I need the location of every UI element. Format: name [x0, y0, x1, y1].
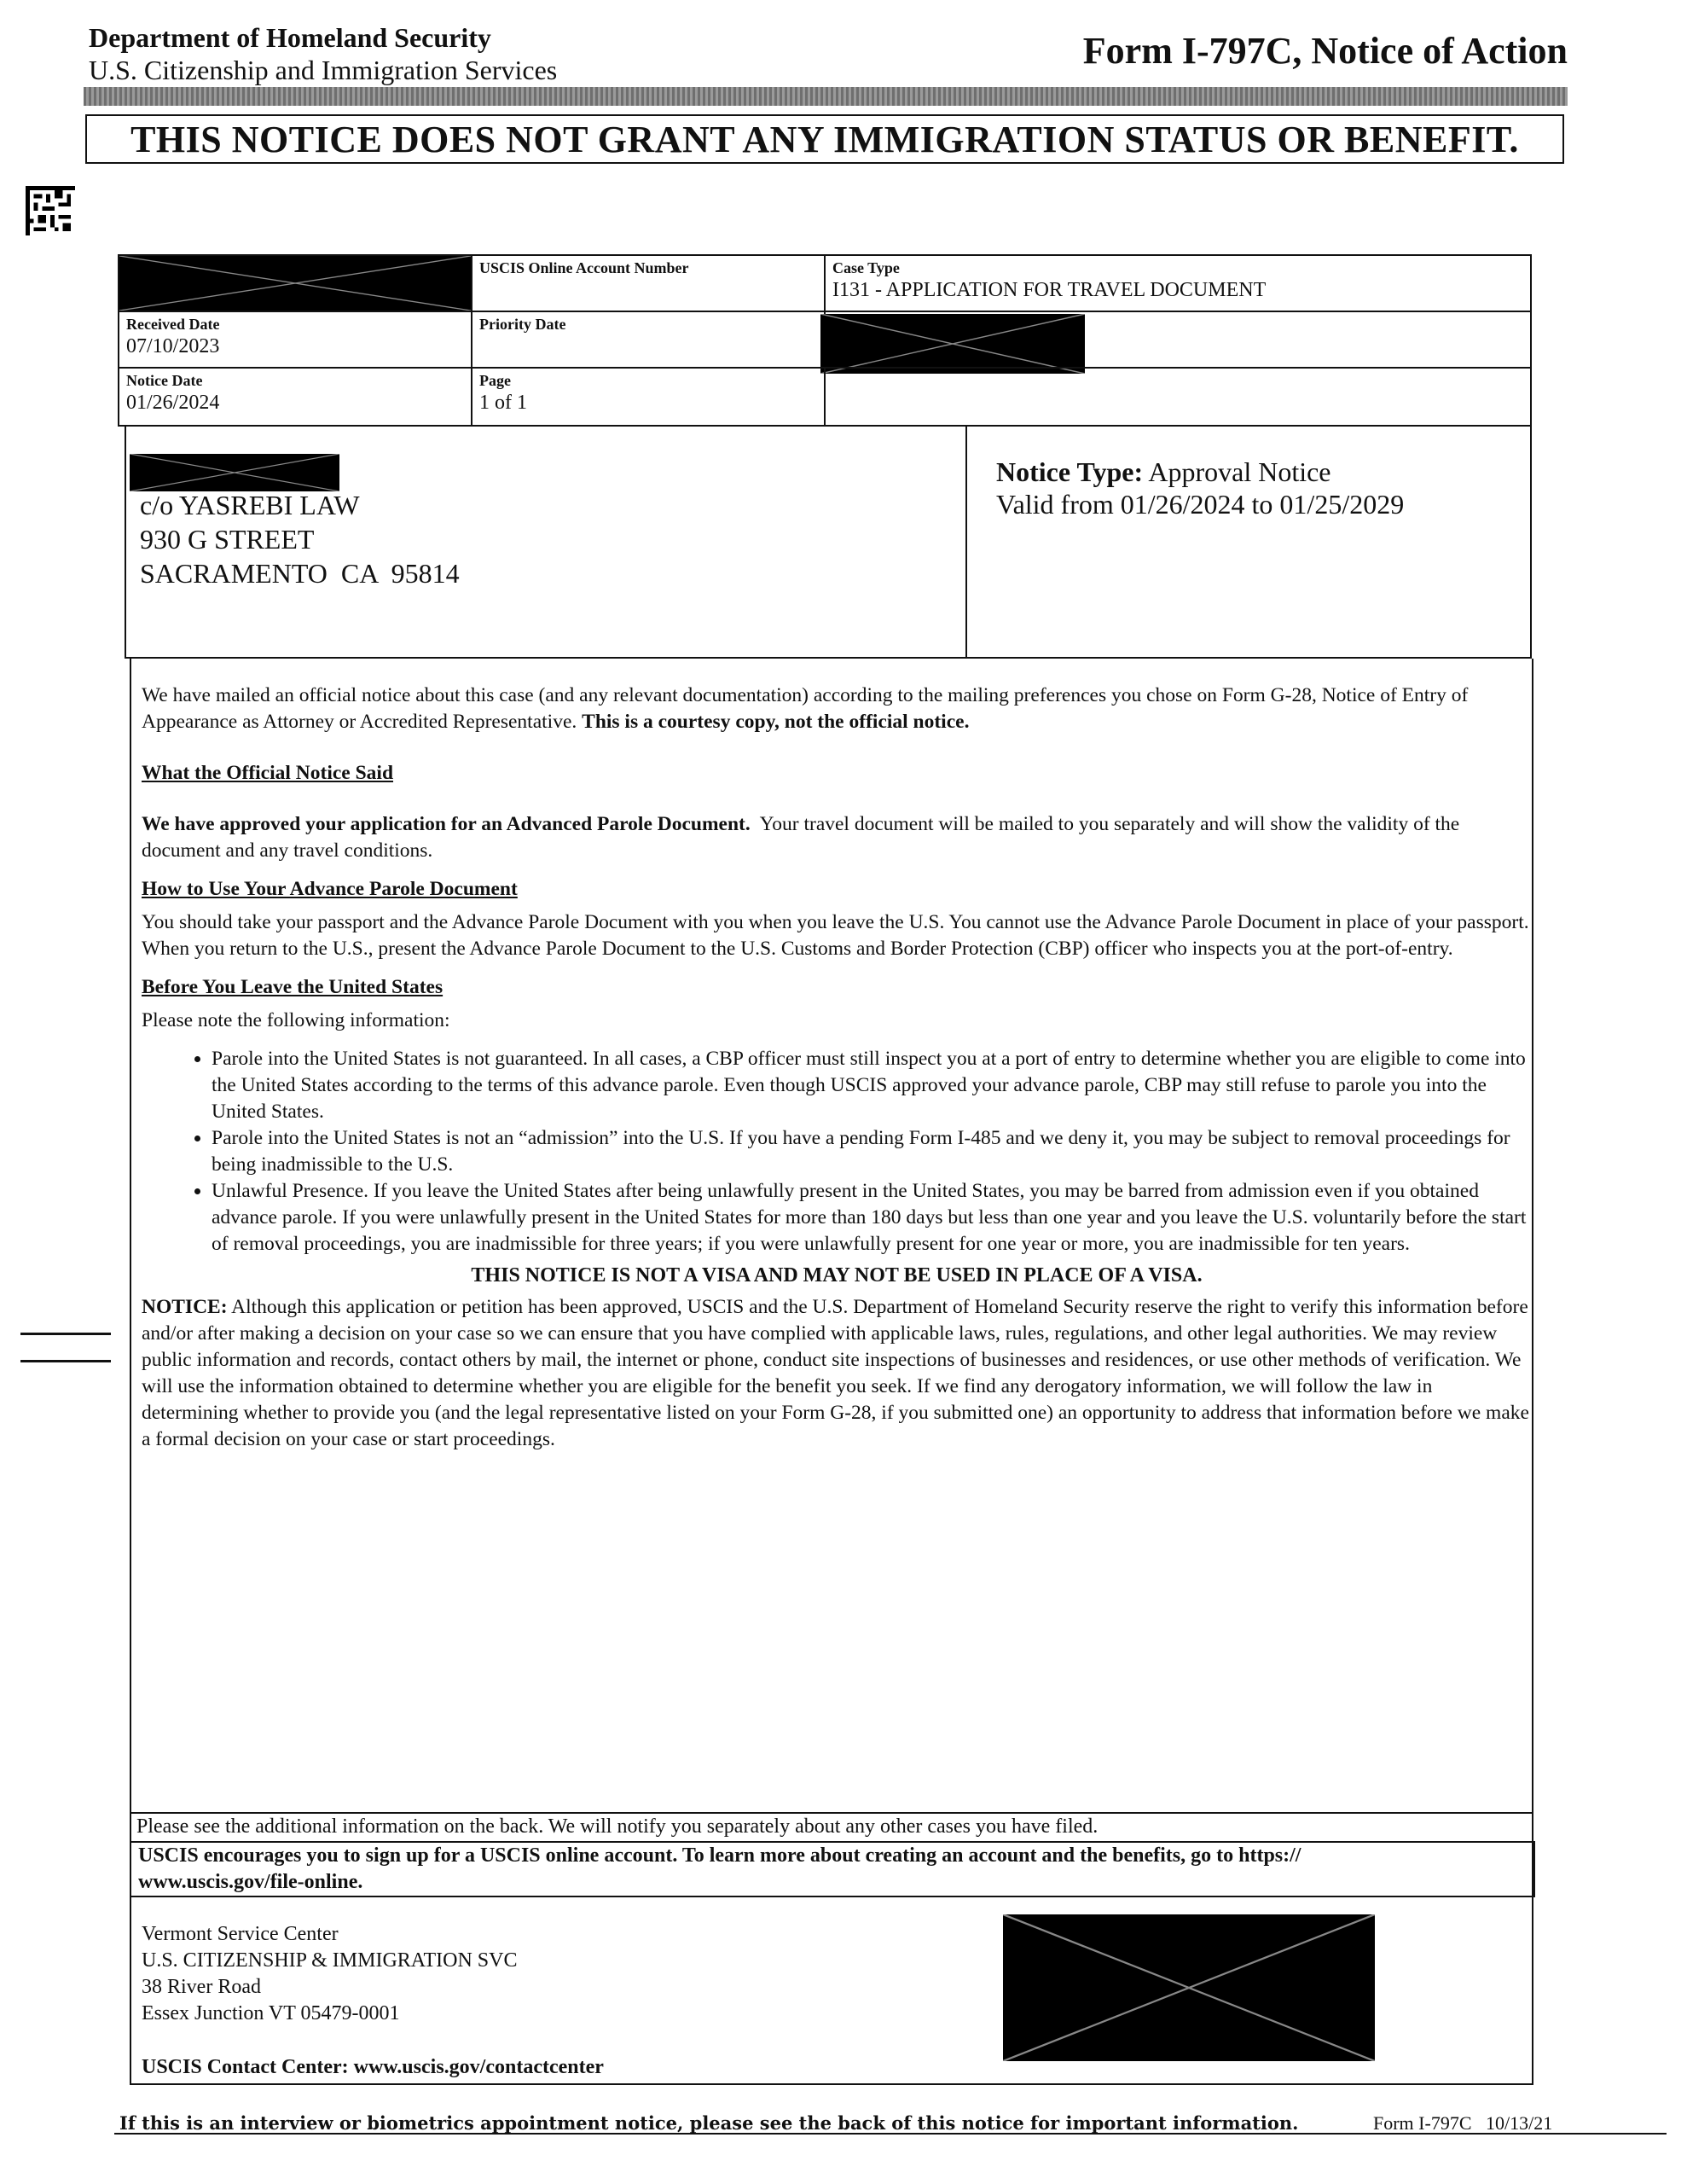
- notice-type-label: Notice Type:: [996, 456, 1144, 487]
- notice-label: NOTICE:: [142, 1296, 228, 1318]
- online-account-label: USCIS Online Account Number: [479, 259, 689, 276]
- online-account-text: USCIS encourages you to sign up for a USCIS online account. To learn more about creating an account and the benefits, go to https:// www.uscis.gov/file-online.: [138, 1844, 1301, 1893]
- priority-date-label: Priority Date: [479, 316, 566, 333]
- service-center-address: [142, 1921, 517, 2027]
- notice-body: [142, 682, 1532, 1478]
- online-account-box: [130, 1841, 1535, 1897]
- redacted-receipt-number: [119, 256, 471, 311]
- approval-details: Your travel document will be mailed to you separately and will show the validity of the document and any travel conditions.: [142, 813, 1460, 862]
- list-item: • Parole into the United States is not guaranteed. In all cases, a CBP officer must still inspect you at a port of entry to determine whether you are eligible to come into the United States according to the terms of this advance parole. Even though USCIS approved your advance parole, CBP may still refuse to parole you into the United States.: [212, 1046, 1532, 1125]
- notice-text: Although this application or petition has been approved, USCIS and the U.S. Department of Homeland Security reserve the right to verify this information before and/or after making a decision on your case so we can ensure that you have complied with applicable laws, rules, regulations, and other legal authorities. We may review public information and records, contact others by mail, the internet or phone, conduct site inspections of businesses and residences, or use other methods of verification. We will use the information obtained to determine whether you are eligible for the benefit you seek. If we find any derogatory information, we will follow the law in determining whether to provide you (and the legal representative listed on your Form G-28, if you submitted one) an opportunity to address that information before we make a formal decision on your case or start proceedings.: [142, 1296, 1529, 1450]
- header-divider-bar: [84, 87, 1568, 106]
- approval-paragraph: [142, 811, 1532, 864]
- received-date-cell: [118, 311, 472, 369]
- list-item: • Unlawful Presence. If you leave the United States after being unlawfully present in the United States, you may be barred from admission even if you obtained advance parole. If you were unlawfully present in the United States for more than 180 days but less than one year and you leave the U.S. voluntarily before the start of removal proceedings, you are inadmissible for three years; if you were unlawfully present for one year or more, you are inadmissible for ten years.: [212, 1178, 1532, 1258]
- online-account-cell: [471, 254, 826, 312]
- notice-type-value: Approval Notice: [1148, 456, 1331, 487]
- page-cell: [471, 367, 826, 427]
- service-center-line: 38 River Road: [142, 1976, 261, 1998]
- form-code: Form I-797C 10/13/21: [1373, 2112, 1553, 2134]
- service-center-line: Vermont Service Center: [142, 1923, 339, 1945]
- notice-date-cell: [118, 367, 472, 427]
- case-type-value: I131 - APPLICATION FOR TRAVEL DOCUMENT: [832, 279, 1267, 301]
- blank-cell-r3: [824, 367, 1532, 427]
- list-item: • Parole into the United States is not an “admission” into the U.S. If you have a pending Form I-485 and we deny it, you may be subject to removal proceedings for being inadmissible to the U.S.: [212, 1125, 1532, 1178]
- mailing-address: [140, 488, 460, 590]
- case-type-label: Case Type: [832, 259, 900, 276]
- service-center-line: Essex Junction VT 05479-0001: [142, 2002, 400, 2024]
- redacted-recipient-name: [130, 454, 339, 491]
- body-frame-bottom: [130, 2083, 1533, 2085]
- margin-mark: [20, 1360, 111, 1362]
- validity-period: Valid from 01/26/2024 to 01/25/2029: [996, 489, 1405, 520]
- address-line-3: SACRAMENTO CA 95814: [140, 558, 460, 589]
- barcode-icon: [26, 186, 75, 235]
- courtesy-copy-note: This is a courtesy copy, not the official notice.: [582, 711, 970, 733]
- case-type-cell: [824, 254, 1532, 312]
- service-center-line: U.S. CITIZENSHIP & IMMIGRATION SVC: [142, 1949, 518, 1972]
- notice-type-block: [996, 456, 1404, 520]
- appointment-note: If this is an interview or biometrics appointment notice, please see the back of this notice for important information.: [119, 2112, 1299, 2134]
- not-a-visa-warning: THIS NOTICE IS NOT A VISA AND MAY NOT BE USED IN PLACE OF A VISA.: [471, 1264, 1203, 1287]
- form-title: Form I-797C, Notice of Action: [1082, 30, 1568, 72]
- address-line-1: c/o YASREBI LAW: [140, 490, 360, 520]
- intro-text: We have mailed an official notice about this case (and any relevant documentation) according to the mailing preferences you chose on Form G-28, Notice of Entry of Appearance as Attorney or Accredited Representative.: [142, 684, 1469, 733]
- received-date-value: 07/10/2023: [126, 335, 220, 357]
- address-notice-divider: [965, 425, 967, 659]
- additional-info-text: Please see the additional information on the back. We will notify you separately about any other cases you have filed.: [136, 1815, 1099, 1838]
- how-to-paragraph: You should take your passport and the Advance Parole Document with you when you leave the U.S. You cannot use the Advance Parole Document in place of your passport. When you return to the U.S., present the Advance Parole Document to the U.S. Customs and Border Protection (CBP) officer who inspects you at the port-of-entry.: [142, 911, 1529, 960]
- contact-center: USCIS Contact Center: www.uscis.gov/contactcenter: [142, 2056, 604, 2078]
- department-name: Department of Homeland Security: [89, 22, 491, 53]
- status-banner: THIS NOTICE DOES NOT GRANT ANY IMMIGRATION STATUS OR BENEFIT.: [85, 114, 1564, 164]
- address-line-2: 930 G STREET: [140, 524, 315, 555]
- margin-mark: [20, 1333, 111, 1335]
- heading-official-notice: What the Official Notice Said: [142, 762, 394, 784]
- agency-name: U.S. Citizenship and Immigration Services: [89, 55, 558, 85]
- notice-date-value: 01/26/2024: [126, 392, 220, 414]
- travel-info-list: [142, 1046, 1532, 1258]
- priority-date-cell: [471, 311, 826, 369]
- page-label: Page: [479, 372, 511, 389]
- please-note: Please note the following information:: [142, 1009, 450, 1031]
- heading-before-you-leave: Before You Leave the United States: [142, 976, 443, 998]
- notice-date-label: Notice Date: [126, 372, 203, 389]
- intro-paragraph: [142, 682, 1532, 735]
- approval-statement: We have approved your application for an Advanced Parole Document.: [142, 813, 751, 835]
- page-value: 1 of 1: [479, 392, 527, 414]
- verification-notice: [142, 1294, 1532, 1453]
- heading-how-to-use: How to Use Your Advance Parole Document: [142, 878, 518, 900]
- redacted-signature-block: [1003, 1914, 1375, 2061]
- received-date-label: Received Date: [126, 316, 220, 333]
- redacted-beneficiary-field: [820, 314, 1085, 374]
- additional-info-box: [130, 1812, 1533, 1841]
